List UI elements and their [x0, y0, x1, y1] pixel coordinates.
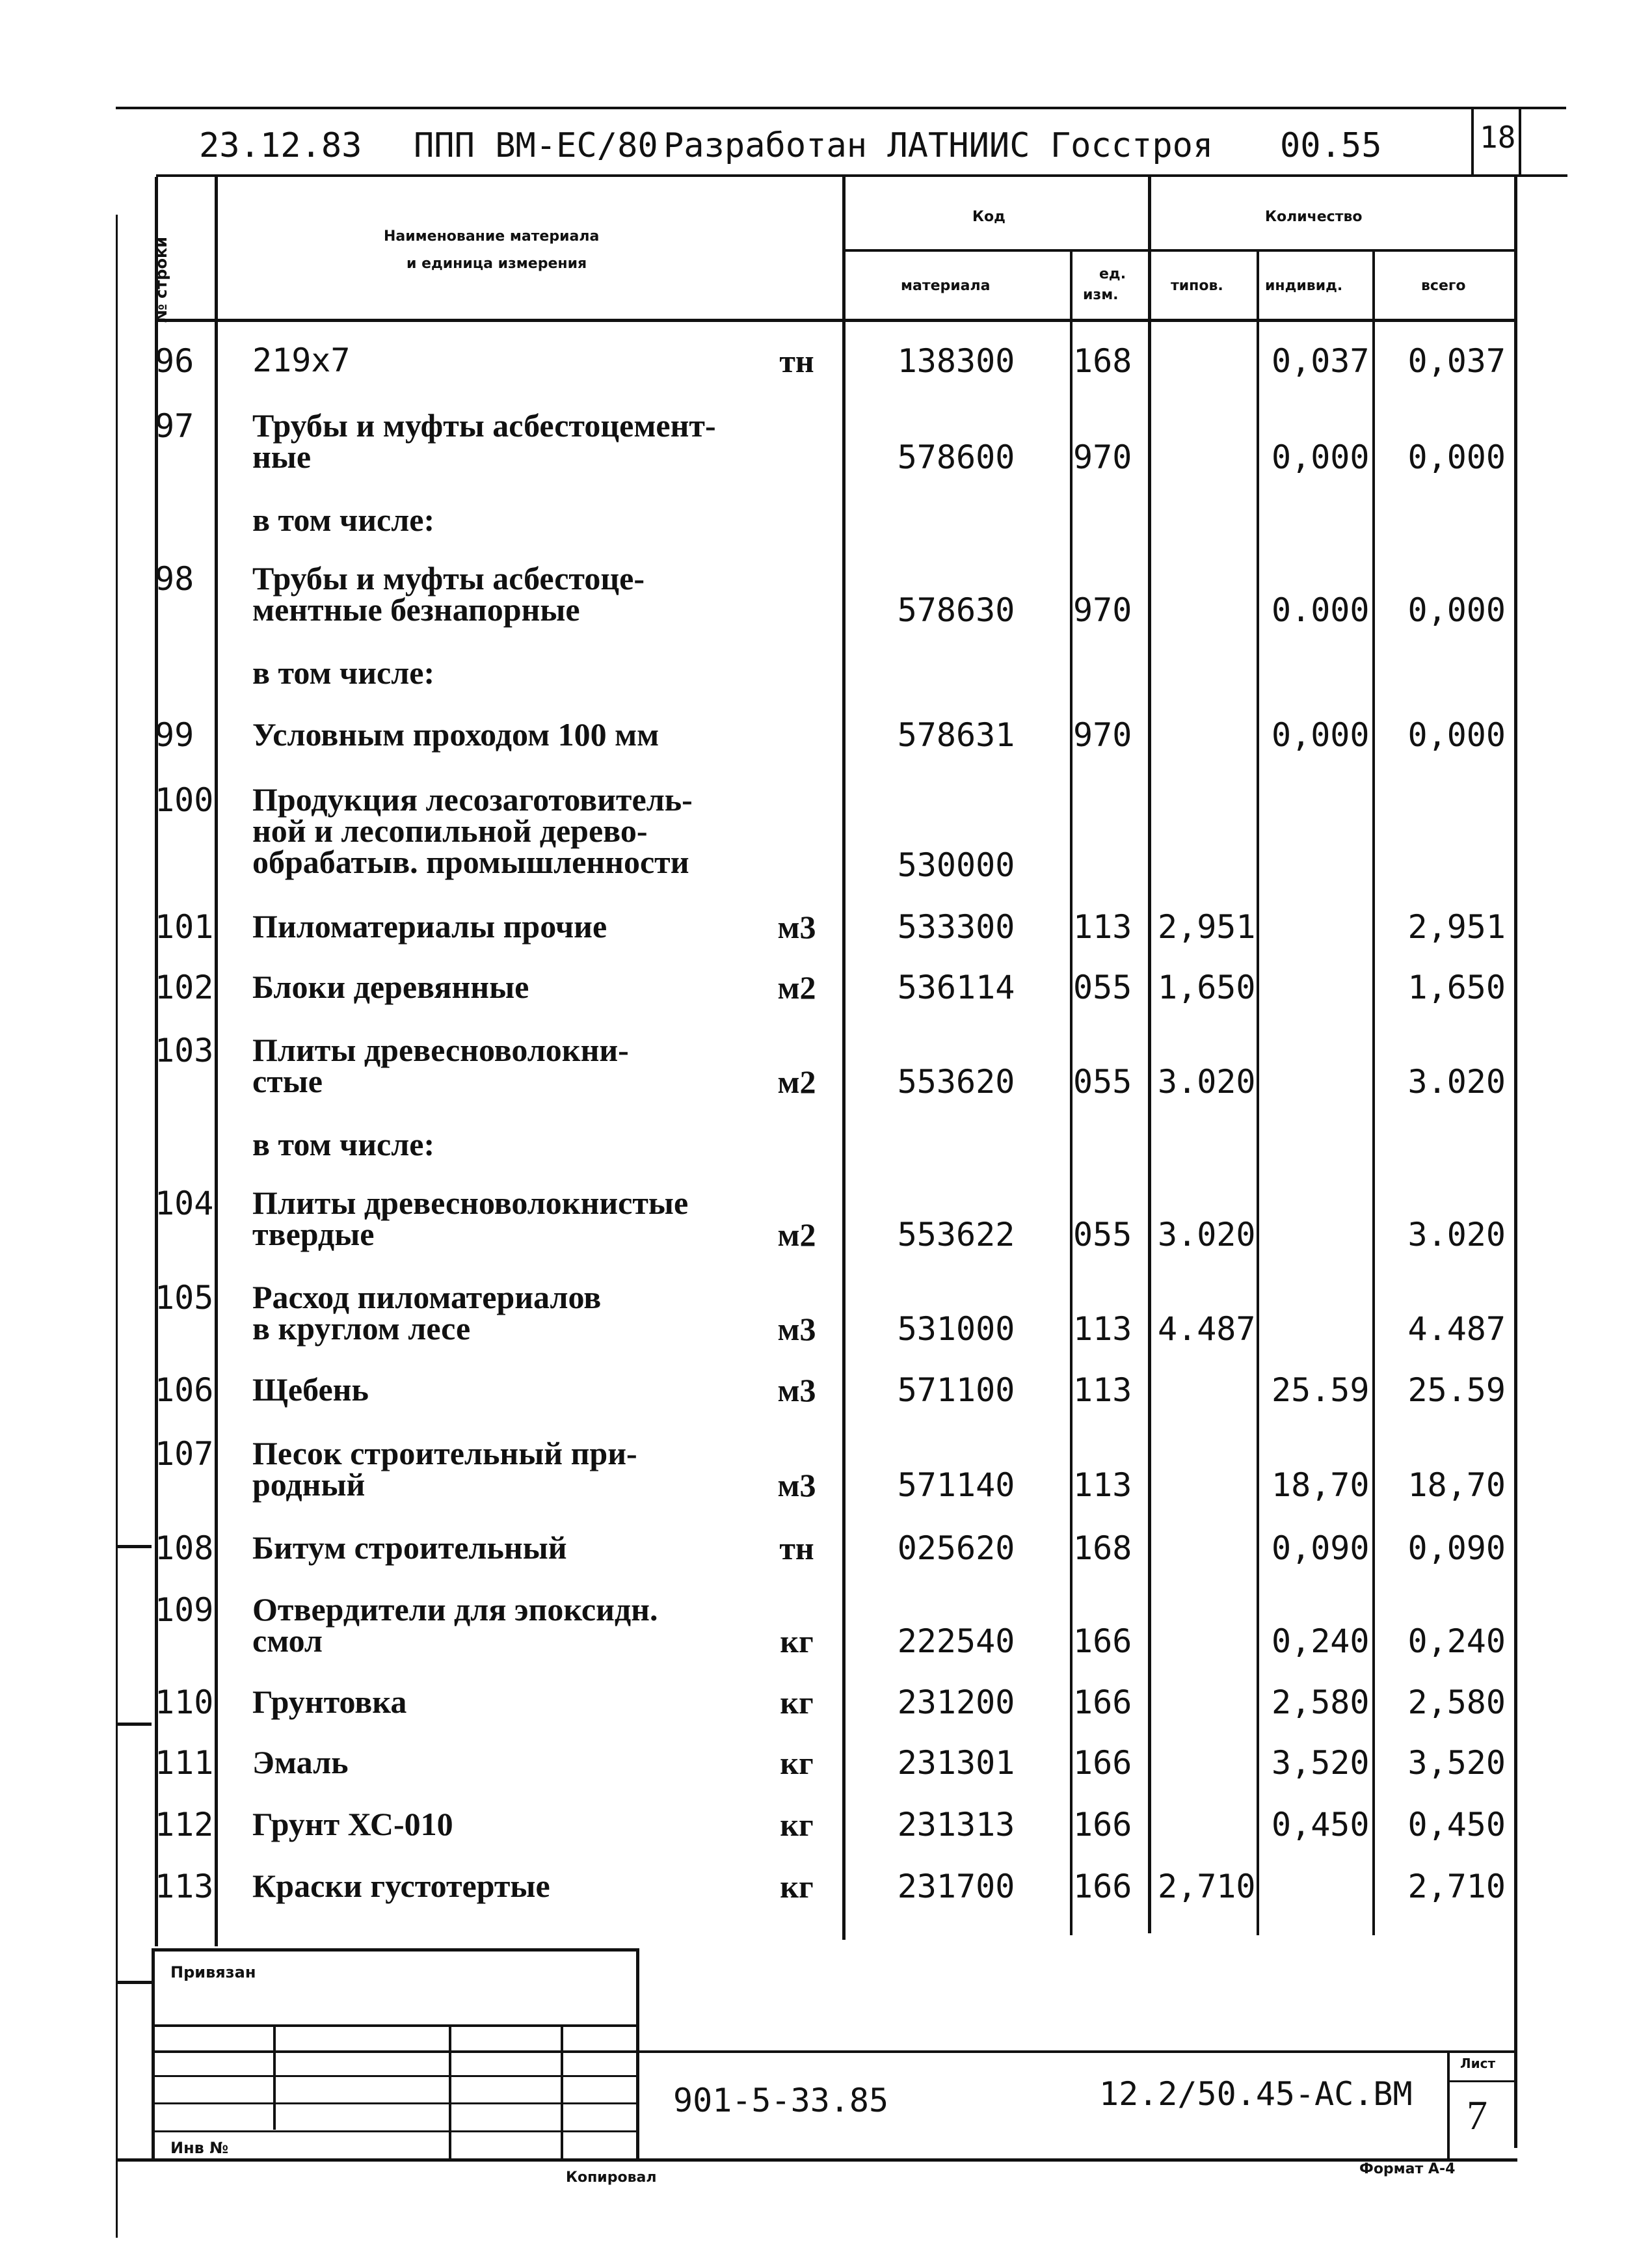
- material-name: Плиты древесноволокни- стые: [252, 1032, 629, 1099]
- unit-header-line1: ед.: [1099, 266, 1126, 282]
- material-code: 231700: [897, 1868, 1015, 1905]
- qty-total: 2,951: [1407, 908, 1506, 946]
- qty-total: 25.59: [1407, 1371, 1506, 1409]
- unit: м3: [777, 1311, 816, 1347]
- header-developed: Разработан ЛАТНИИС Госстроя: [663, 126, 1214, 165]
- qty-total: 0,090: [1407, 1529, 1506, 1567]
- qty-individual: 0,000: [1272, 438, 1370, 476]
- bound-label: Привязан: [170, 1963, 256, 1981]
- document-mark: 12.2/50.45-АС.ВМ: [1099, 2075, 1413, 2113]
- col-line-right: [1514, 177, 1517, 2148]
- header-date: 23.12.83: [199, 126, 362, 165]
- individual-header: индивид.: [1265, 278, 1343, 294]
- material-name: Краски густотертые: [252, 1868, 550, 1904]
- col-line-code: [842, 177, 846, 1940]
- unit: кг: [780, 1745, 814, 1781]
- unit: кг: [780, 1868, 814, 1905]
- unit-code: 970: [1073, 716, 1132, 754]
- total-header: всего: [1421, 278, 1466, 294]
- material-code: 138300: [897, 342, 1015, 380]
- typical-header: типов.: [1171, 278, 1223, 294]
- material-name: Расход пиломатериалов в круглом лесе: [252, 1279, 602, 1347]
- stamp-col-2: [449, 2024, 451, 2160]
- qty-typical: 2,951: [1158, 908, 1256, 946]
- sheet-box-divider: [1447, 2080, 1515, 2082]
- sheet-number: 7: [1467, 2092, 1487, 2138]
- margin-tick-2: [116, 1723, 152, 1726]
- qty-total: 0,000: [1407, 438, 1506, 476]
- stamp-col-4: [636, 1948, 639, 2160]
- qty-total: 3.020: [1407, 1216, 1506, 1254]
- unit-code: 113: [1073, 908, 1132, 946]
- row-number: 112: [155, 1806, 214, 1844]
- material-name: 219х7: [252, 342, 351, 379]
- qty-individual: 2,580: [1272, 1683, 1370, 1721]
- unit: тн: [779, 343, 814, 379]
- qty-individual: 0,090: [1272, 1529, 1370, 1567]
- unit-code: 055: [1073, 969, 1132, 1006]
- unit-code: 168: [1073, 342, 1132, 380]
- row-number: 109: [155, 1591, 214, 1629]
- qty-individual: 0,450: [1272, 1806, 1370, 1844]
- row-number: 101: [155, 908, 214, 946]
- header-sheet-box-right: [1519, 107, 1521, 177]
- qty-typical: 3.020: [1158, 1063, 1256, 1101]
- unit-code: 055: [1073, 1063, 1132, 1101]
- row-number: 108: [155, 1529, 214, 1567]
- row-number: 96: [155, 342, 194, 380]
- material-name: Отвердители для эпоксидн. смол: [252, 1591, 658, 1659]
- unit-code: 166: [1073, 1622, 1132, 1660]
- unit: м3: [777, 1372, 816, 1408]
- name-header-line1: Наименование материала: [384, 228, 600, 245]
- stamp-col-1: [273, 2024, 276, 2130]
- stamp-bottom-line: [116, 2158, 1517, 2162]
- material-name: Битум строительный: [252, 1529, 567, 1566]
- unit: м2: [777, 1216, 816, 1253]
- qty-total: 4.487: [1407, 1310, 1506, 1348]
- qty-individual: 0.000: [1272, 591, 1370, 629]
- material-code: 578631: [897, 716, 1015, 754]
- stamp-top-line: [153, 1948, 639, 1952]
- margin-line: [116, 215, 118, 2238]
- qty-individual: 3,520: [1272, 1744, 1370, 1782]
- stamp-line-main: [153, 2050, 1517, 2053]
- row-number: 100: [155, 781, 214, 819]
- row-number: 97: [155, 407, 194, 445]
- sheet-label: Лист: [1460, 2056, 1496, 2071]
- qty-total: 2,580: [1407, 1683, 1506, 1721]
- copied-label: Копировал: [566, 2169, 657, 2186]
- material-code: 231200: [897, 1683, 1015, 1721]
- material-name: Грунтовка: [252, 1683, 407, 1720]
- material-code: 536114: [897, 969, 1015, 1006]
- qty-typical: 1,650: [1158, 969, 1256, 1006]
- name-header-line2: и единица измерения: [406, 256, 587, 272]
- material-name: Пиломатериалы прочие: [252, 908, 607, 945]
- unit-code: 113: [1073, 1371, 1132, 1409]
- document-code: 901-5-33.85: [673, 2082, 889, 2119]
- unit-code: 168: [1073, 1529, 1132, 1567]
- row-number: 102: [155, 969, 214, 1006]
- unit: кг: [780, 1684, 814, 1721]
- material-name: Щебень: [252, 1371, 369, 1408]
- material-code: 222540: [897, 1622, 1015, 1660]
- material-code: 553622: [897, 1216, 1015, 1254]
- subgroup-label: в том числе:: [252, 502, 435, 538]
- code-header: Код: [972, 209, 1006, 225]
- row-number-header: № строки: [152, 236, 170, 323]
- unit-code: 113: [1073, 1310, 1132, 1348]
- stamp-line-2: [153, 2024, 639, 2027]
- row-number: 105: [155, 1279, 214, 1317]
- quantity-header: Количество: [1265, 209, 1363, 225]
- material-name: Плиты древесноволокнистые твердые: [252, 1185, 689, 1252]
- material-code: 231313: [897, 1806, 1015, 1844]
- stamp-line-3: [153, 2075, 639, 2077]
- row-number: 110: [155, 1683, 214, 1721]
- qty-typical: 3.020: [1158, 1216, 1256, 1254]
- table-header-bottom: [156, 319, 1515, 322]
- row-number: 113: [155, 1868, 214, 1905]
- subgroup-label: в том числе:: [252, 654, 435, 691]
- qty-total: 0,000: [1407, 716, 1506, 754]
- unit-code: 166: [1073, 1683, 1132, 1721]
- qty-total: 0,240: [1407, 1622, 1506, 1660]
- qty-individual: 0,000: [1272, 716, 1370, 754]
- row-number: 111: [155, 1744, 214, 1782]
- row-number: 103: [155, 1032, 214, 1069]
- header-sheet-box-left: [1471, 107, 1474, 177]
- unit: кг: [780, 1806, 814, 1843]
- qty-individual: 25.59: [1272, 1371, 1370, 1409]
- header-sheet-mark: 18: [1480, 120, 1516, 155]
- unit: м3: [777, 909, 816, 945]
- material-code: 530000: [897, 846, 1015, 884]
- unit-code: 166: [1073, 1744, 1132, 1782]
- row-number: 99: [155, 716, 194, 754]
- material-header: материала: [901, 278, 991, 294]
- header-top-rule: [116, 107, 1566, 109]
- row-number: 106: [155, 1371, 214, 1409]
- stamp-left-border: [152, 1948, 155, 2160]
- col-line-ind: [1372, 250, 1375, 1935]
- material-code: 578630: [897, 591, 1015, 629]
- margin-tick-3: [116, 1981, 152, 1984]
- header-bottom-rule: [156, 174, 1567, 177]
- header-time: 00.55: [1280, 126, 1382, 165]
- qty-individual: 18,70: [1272, 1466, 1370, 1504]
- material-code: 025620: [897, 1529, 1015, 1567]
- stamp-line-5: [153, 2130, 639, 2132]
- unit-code: 166: [1073, 1806, 1132, 1844]
- material-name: Эмаль: [252, 1744, 349, 1780]
- format-label: Формат А-4: [1359, 2161, 1456, 2177]
- stamp-col-3: [561, 2024, 563, 2160]
- col-line-typ: [1257, 250, 1259, 1935]
- material-code: 578600: [897, 438, 1015, 476]
- qty-individual: 0,037: [1272, 342, 1370, 380]
- material-code: 571140: [897, 1466, 1015, 1504]
- row-number: 104: [155, 1185, 214, 1222]
- material-name: Песок строительный при- родный: [252, 1435, 637, 1503]
- material-code: 553620: [897, 1063, 1015, 1101]
- row-number: 107: [155, 1435, 214, 1473]
- unit: м2: [777, 1064, 816, 1100]
- unit: кг: [780, 1623, 814, 1659]
- material-name: Продукция лесозаготовитель- ной и лесопильной дерево- обрабатыв. промышленности: [252, 781, 693, 880]
- unit: тн: [779, 1530, 814, 1566]
- qty-typical: 2,710: [1158, 1868, 1256, 1905]
- material-code: 533300: [897, 908, 1015, 946]
- header-org: ППП ВМ-ЕС/80: [414, 126, 658, 165]
- qty-total: 0,450: [1407, 1806, 1506, 1844]
- unit-code: 970: [1073, 438, 1132, 476]
- material-name: Блоки деревянные: [252, 969, 529, 1005]
- header-subdivide-line: [844, 249, 1515, 252]
- unit: м3: [777, 1467, 816, 1503]
- qty-total: 3,520: [1407, 1744, 1506, 1782]
- unit-code: 166: [1073, 1868, 1132, 1905]
- qty-total: 0,000: [1407, 591, 1506, 629]
- material-code: 231301: [897, 1744, 1015, 1782]
- inv-number-label: Инв №: [170, 2139, 229, 2157]
- sheet-box-left: [1447, 2050, 1450, 2161]
- stamp-line-4: [153, 2102, 639, 2104]
- material-name: Трубы и муфты асбестоце- ментные безнапорные: [252, 560, 645, 628]
- material-code: 531000: [897, 1310, 1015, 1348]
- qty-total: 1,650: [1407, 969, 1506, 1006]
- qty-total: 3.020: [1407, 1063, 1506, 1101]
- col-line-num: [215, 177, 218, 1946]
- subgroup-label: в том числе:: [252, 1126, 435, 1162]
- material-name: Трубы и муфты асбестоцемент- ные: [252, 407, 716, 475]
- qty-typical: 4.487: [1158, 1310, 1256, 1348]
- unit-header-line2: изм.: [1083, 287, 1119, 303]
- qty-total: 18,70: [1407, 1466, 1506, 1504]
- unit-code: 113: [1073, 1466, 1132, 1504]
- material-name: Грунт ХС-010: [252, 1806, 453, 1842]
- unit-code: 970: [1073, 591, 1132, 629]
- margin-tick-1: [116, 1545, 152, 1548]
- col-line-qty: [1148, 177, 1151, 1933]
- material-name: Условным проходом 100 мм: [252, 716, 659, 753]
- row-number: 98: [155, 560, 194, 598]
- qty-total: 0,037: [1407, 342, 1506, 380]
- unit-code: 055: [1073, 1216, 1132, 1254]
- material-code: 571100: [897, 1371, 1015, 1409]
- col-line-ed: [1070, 250, 1072, 1935]
- qty-individual: 0,240: [1272, 1622, 1370, 1660]
- unit: м2: [777, 969, 816, 1006]
- qty-total: 2,710: [1407, 1868, 1506, 1905]
